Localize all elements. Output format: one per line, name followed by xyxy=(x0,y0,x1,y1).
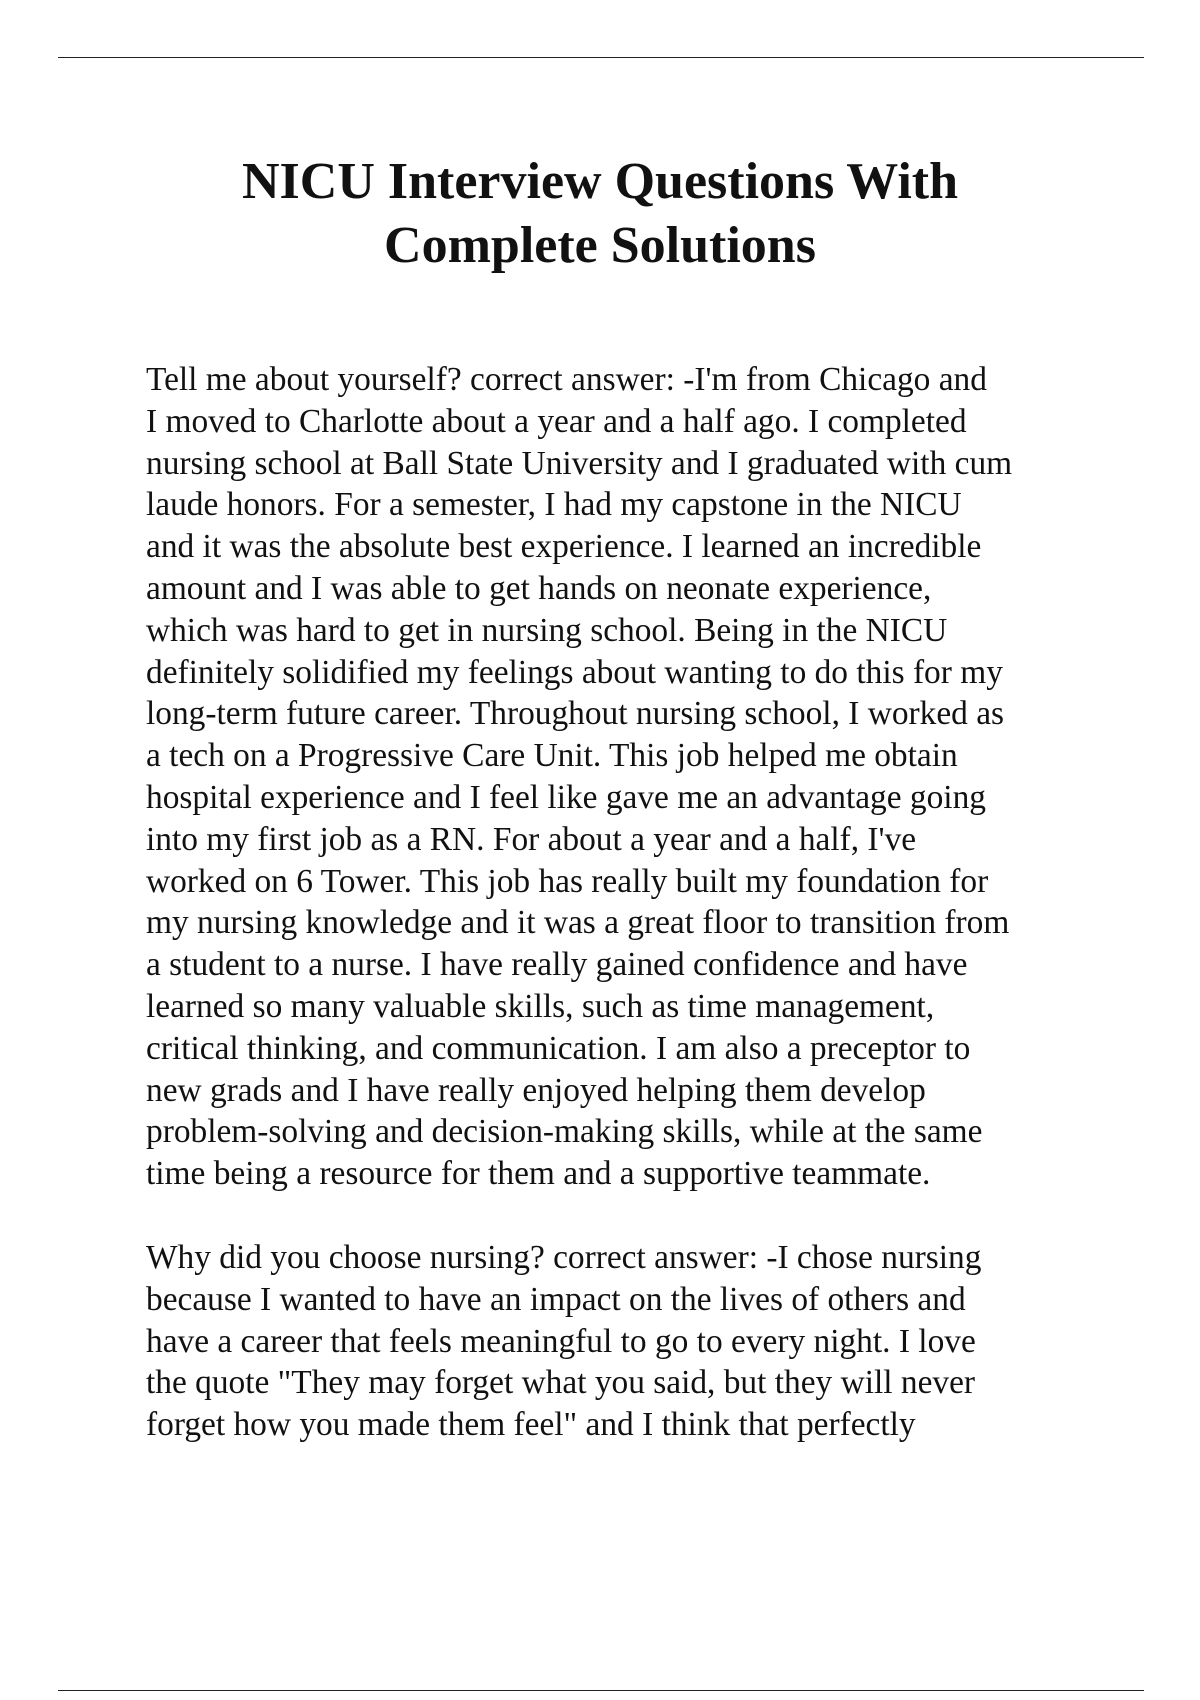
title-line: NICU Interview Questions With xyxy=(241,153,958,210)
body-line: amount and I was able to get hands on neonate experience, xyxy=(146,569,932,607)
qa-tell-me-about-yourself xyxy=(146,359,1146,1195)
body-line: time being a resource for them and a supportive teammate. xyxy=(146,1155,931,1193)
body-line: have a career that feels meaningful to go to every night. I love xyxy=(146,1322,976,1360)
body-line: a tech on a Progressive Care Unit. This job helped me obtain xyxy=(146,737,958,775)
body-line: because I wanted to have an impact on the lives of others and xyxy=(146,1280,966,1318)
body-line: long-term future career. Throughout nursing school, I worked as xyxy=(146,695,1005,733)
body-line: critical thinking, and communication. I am also a preceptor to xyxy=(146,1029,971,1067)
body-line: which was hard to get in nursing school. Being in the NICU xyxy=(146,611,948,649)
body-line: Tell me about yourself? correct answer: -I'm from Chicago and xyxy=(146,361,987,398)
body-line: learned so many valuable skills, such as time management, xyxy=(146,987,935,1025)
body-line: hospital experience and I feel like gave me an advantage going xyxy=(146,778,986,816)
body-line: into my first job as a RN. For about a year and a half, I've xyxy=(146,820,917,858)
title-line: Complete Solutions xyxy=(384,217,816,274)
body-line: new grads and I have really enjoyed helping them develop xyxy=(146,1071,926,1109)
body-line: laude honors. For a semester, I had my capstone in the NICU xyxy=(146,486,962,524)
body-line: Why did you choose nursing? correct answer: -I chose nursing xyxy=(146,1239,982,1276)
body-line: the quote "They may forget what you said, but they will never xyxy=(146,1364,976,1402)
bottom-rule xyxy=(58,1690,1144,1691)
document-title xyxy=(100,150,1100,278)
body-line: nursing school at Ball State University and I graduated with cum xyxy=(146,444,1013,482)
body-line: my nursing knowledge and it was a great floor to transition from xyxy=(146,904,1010,942)
body-line: worked on 6 Tower. This job has really built my foundation for xyxy=(146,862,989,900)
body-line: forget how you made them feel" and I think that perfectly xyxy=(146,1406,916,1444)
body-line: a student to a nurse. I have really gained confidence and have xyxy=(146,946,968,984)
body-line: definitely solidified my feelings about wanting to do this for my xyxy=(146,653,1003,691)
body-line: problem-solving and decision-making skills, while at the same xyxy=(146,1113,983,1151)
top-rule xyxy=(58,57,1144,58)
qa-why-nursing xyxy=(146,1237,1146,1446)
body-line: and it was the absolute best experience. I learned an incredible xyxy=(146,528,982,566)
body-line: I moved to Charlotte about a year and a half ago. I completed xyxy=(146,402,967,440)
